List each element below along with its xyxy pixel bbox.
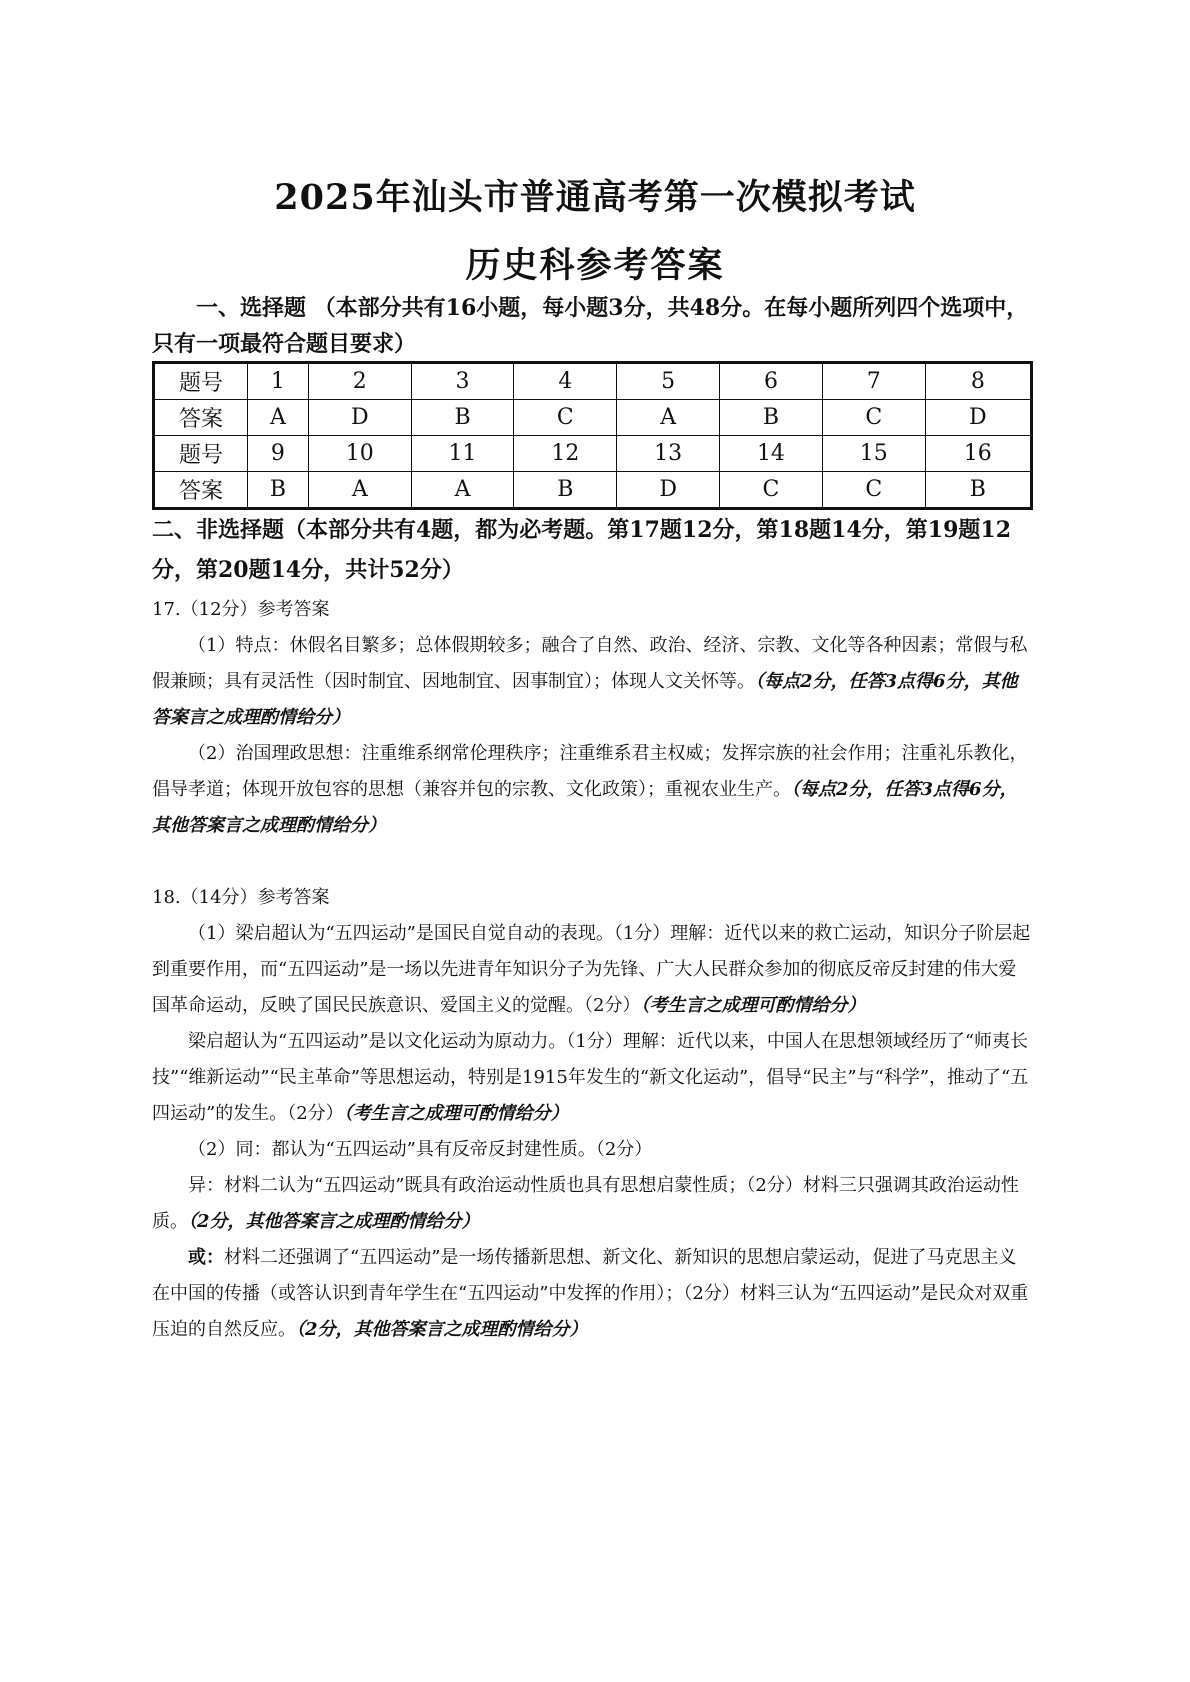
q18-part1-text: （1）梁启超认为“五四运动”是国民自觉自动的表现。（1分）理解：近代以来的救亡运动，知识分子阶层起到重要作用，而“五四运动”是一场以先进青年知识分子为先锋、广大人民群众参加的彻底反帝反封建的伟大爱国革命运动，反映了国民民族意识、爱国主义的觉醒。（2分）	[152, 923, 1031, 1016]
q17-answer	[152, 592, 1034, 844]
q18-part2-same: （2）同：都认为“五四运动”具有反帝反封建性质。（2分）	[188, 1139, 653, 1160]
q18-part2-diff	[152, 1168, 1034, 1240]
question-number: 5	[617, 363, 720, 400]
question-number: 9	[248, 436, 309, 472]
answer-cell: C	[514, 400, 617, 436]
q18-part2-alt	[152, 1240, 1034, 1348]
q18-part1b	[152, 1024, 1034, 1132]
question-number: 6	[720, 363, 823, 400]
q18-heading: 18.（14分）参考答案	[152, 887, 330, 908]
question-number: 10	[308, 436, 411, 472]
q18-answer	[152, 880, 1034, 1348]
exam-subtitle: 历史科参考答案	[465, 245, 725, 286]
label-number: 题号	[154, 436, 248, 472]
answer-cell: B	[514, 472, 617, 509]
question-number: 14	[720, 436, 823, 472]
question-number: 7	[822, 363, 925, 400]
q18-part1-note: （考生言之成理可酌情给分）	[640, 995, 866, 1016]
answer-table	[152, 361, 1033, 510]
answer-cell: B	[925, 472, 1031, 509]
q18-alt-text: 材料二还强调了“五四运动”是一场传播新思想、新文化、新知识的思想启蒙运动，促进了马克思主义在中国的传播（或答认识到青年学生在“五四运动”中发挥的作用）；（2分）材料三认为“五四运动”是民众对双重压迫的自然反应。	[152, 1247, 1029, 1340]
table-row	[154, 400, 1032, 436]
q18-alt-lead: 或：	[188, 1247, 224, 1268]
question-number: 16	[925, 436, 1031, 472]
answer-cell: A	[411, 472, 514, 509]
q17-part2	[152, 736, 1034, 844]
q18-part2-diff-text: 异：材料二认为“五四运动”既具有政治运动性质也具有思想启蒙性质；（2分）材料三只强调其政治运动性质。	[152, 1175, 1019, 1232]
q18-part1	[152, 916, 1034, 1024]
section2-intro: 二、非选择题（本部分共有4题，都为必考题。第17题12分，第18题14分，第19题12分，第20题14分，共计52分）	[152, 517, 1012, 583]
table-row	[154, 363, 1032, 400]
answer-cell: D	[925, 400, 1031, 436]
answer-cell: B	[248, 472, 309, 509]
question-number: 3	[411, 363, 514, 400]
table-row	[154, 472, 1032, 509]
answer-cell: D	[617, 472, 720, 509]
question-number: 13	[617, 436, 720, 472]
label-answer: 答案	[154, 472, 248, 509]
q18-alt-note: （2分，其他答案言之成理酌情给分）	[296, 1319, 588, 1340]
question-number: 15	[822, 436, 925, 472]
answer-cell: B	[720, 400, 823, 436]
q17-part2-note: （每点2分，任答3点得6分，其他答案言之成理酌情给分）	[152, 779, 1018, 836]
answer-cell: C	[822, 472, 925, 509]
exam-title: 2025年汕头市普通高考第一次模拟考试	[274, 177, 916, 218]
q17-part1	[152, 628, 1034, 736]
question-number: 8	[925, 363, 1031, 400]
q17-part1-text: （1）特点：休假名目繁多；总体假期较多；融合了自然、政治、经济、宗教、文化等各种因素；常假与私假兼顾；具有灵活性（因时制宜、因地制宜、因事制宜）；体现人文关怀等。	[152, 635, 1028, 692]
q18-part1b-note: （考生言之成理可酌情给分）	[343, 1103, 569, 1124]
question-number: 11	[411, 436, 514, 472]
answer-cell: C	[720, 472, 823, 509]
answer-cell: B	[411, 400, 514, 436]
q17-part1-note: （每点2分，任答3点得6分，其他答案言之成理酌情给分）	[152, 671, 1018, 728]
q17-part2-text: （2）治国理政思想：注重维系纲常伦理秩序；注重维系君主权威；发挥宗族的社会作用；注重礼乐教化，倡导孝道；体现开放包容的思想（兼容并包的宗教、文化政策）；重视农业生产。	[152, 743, 1028, 800]
answer-cell: A	[248, 400, 309, 436]
q17-heading: 17.（12分）参考答案	[152, 599, 330, 620]
question-number: 1	[248, 363, 309, 400]
table-row	[154, 436, 1032, 472]
label-number: 题号	[154, 363, 248, 400]
label-answer: 答案	[154, 400, 248, 436]
question-number: 4	[514, 363, 617, 400]
question-number: 2	[308, 363, 411, 400]
q18-part1b-text: 梁启超认为“五四运动”是以文化运动为原动力。（1分）理解：近代以来，中国人在思想领域经历了“师夷长技”“维新运动”“民主革命”等思想运动，特别是1915年发生的“新文化运动”，倡导“民主”与“科学”，推动了“五四运动”的发生。（2分）	[152, 1031, 1029, 1124]
section1-intro: 一、选择题 （本部分共有16小题，每小题3分，共48分。在每小题所列四个选项中，只有一项最符合题目要求）	[152, 295, 1029, 357]
q18-part2-diff-note: （2分，其他答案言之成理酌情给分）	[188, 1211, 480, 1232]
question-number: 12	[514, 436, 617, 472]
answer-cell: C	[822, 400, 925, 436]
answer-cell: D	[308, 400, 411, 436]
answer-cell: A	[617, 400, 720, 436]
answer-cell: A	[308, 472, 411, 509]
